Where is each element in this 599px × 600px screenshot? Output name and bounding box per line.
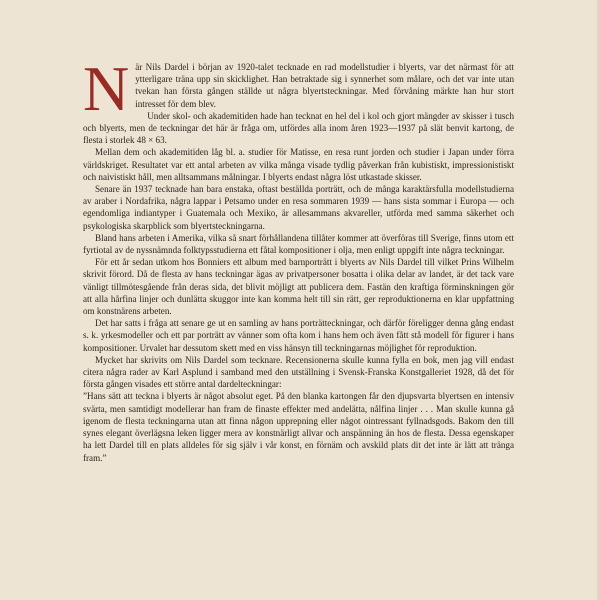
paragraph-6: För ett år sedan utkom hos Bonniers ett album med barnporträtt i blyerts av Nils Dardel till vilket Prins Wilhelm skrivit förord. Då de flesta av hans teckningar ägas av privatpersoner bosatta i olika delar av landet, är det tack vare vänligt tillmötesgående från deras sida, det blivit möjligt att publicera dem. Fastän den kraftiga förminskningen gör att alla hårfina linjer och dunlätta skuggor inte kan komma helt till sin rätt, ger reproduktionerna en klar uppfattning om konstnärens arbeten.	[83, 257, 514, 317]
paragraph-8: Mycket har skrivits om Nils Dardel som tecknare. Recensionerna skulle kunna fylla en bok, men jag vill endast citera några rader av Karl Asplund i samband med den utställning i Svensk-Franska Konstgalleriet 1928, då det för första gången visades ett större antal dardelteckningar:	[83, 354, 514, 390]
paragraph-5: Bland hans arbeten i Amerika, vilka så snart förhållandena tillåter kommer att överföras till Sverige, finns utom ett fyrtiotal av de nyssnämnda folktypsstudierna ett fåtal kompositioner i olja, men enligt uppgift inte några teckningar.	[83, 232, 514, 256]
paragraph-2: Under skol- och akademitiden hade han tecknat en hel del i kol och gjort mängder av skisser i tusch och blyerts, men de teckningar det här är fråga om, utfördes alla inom åren 1923—1937 på slät benvit kartong, de flesta i storlek 48 × 63.	[83, 110, 514, 146]
quotation: ”Hans sätt att teckna i blyerts är något absolut eget. På den blanka kartongen får den djupsvarta blyertsen en intensiv svärta, men samtidigt modellerar han fram de finaste effekter med andelätta, nålfina linjer . . . Man skulle kunna gå igenom de flesta teckningarna utan att finna någon upprepning eller något ointressant fyllnadsgods. Bakom den till synes elegant överlägsna leken ligger mera av konstnärligt allvar och anspänning än hos de flesta. Dessa egenskaper ha lett Dardel till en plats alldeles för sig själv i vår konst, en förnäm och avskild plats dit det inte är lätt att tränga fram.”	[83, 391, 514, 463]
paragraph-1	[83, 53, 514, 124]
drop-cap: N	[83, 53, 130, 124]
body-text	[83, 53, 514, 464]
paragraph-3: Mellan dem och akademitiden låg bl. a. studier för Matisse, en resa runt jorden och studier i Japan under förra världskriget. Resultatet var ett antal arbeten av vilka många visade tydlig påverkan från kubistiskt, impressionistiskt och naivistiskt håll, men alltsammans målningar. I blyerts endast några löst utkastade skisser.	[83, 147, 514, 182]
paragraph-4: Senare än 1937 tecknade han bara enstaka, oftast beställda porträtt, och de många karaktärsfulla modellstudierna av araber i Nordafrika, några lappar i Petsamo under en resa sommaren 1939 — hans sista sommar i Europa — och egendomliga indiantyper i Guatemala och Mexiko, är allesammans akvareller, utförda med samma säkerhet och psykologiska skarpblick som blyertsteckningarna.	[83, 184, 514, 231]
paragraph-7: Det har satts i fråga att senare ge ut en samling av hans porträtteckningar, och därför föreligger denna gång endast s. k. yrkesmodeller och ett par porträtt av vänner som ofta kom i hans hem och även fått stå modell för figurer i hans kompositioner. Urvalet har dessutom skett med en viss hänsyn till teckningarnas möjlighet för reproduktion.	[83, 318, 514, 353]
paragraph-1-text: är Nils Dardel i början av 1920-talet tecknade en rad modellstudier i blyerts, var det närmast för att ytterligare träna upp sin skicklighet. Han betraktade sig i synnerhet som målare, och det var inte utan tvekan han första gången ställde ut några blyertsteckningar. Med förvåning märkte han hur stort intresset för dem blev.	[135, 62, 514, 109]
